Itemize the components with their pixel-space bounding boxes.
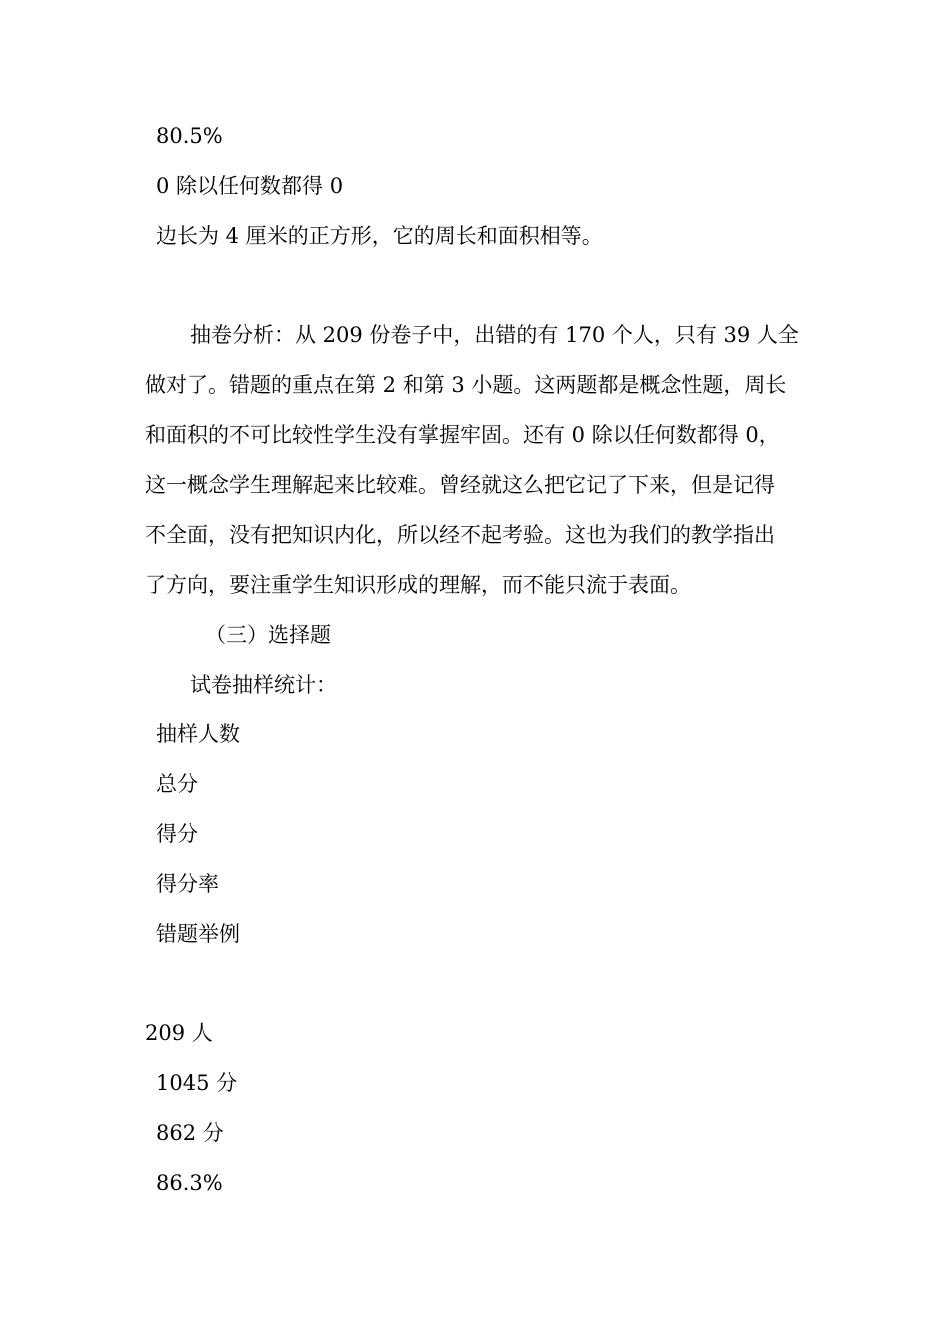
analysis-line: 和面积的不可比较性学生没有掌握牢固。还有 0 除以任何数都得 0， (145, 423, 780, 447)
stat-label-total-score: 总分 (156, 772, 198, 796)
section-heading: （三）选择题 (205, 623, 331, 647)
analysis-line: 做对了。错题的重点在第 2 和第 3 小题。这两题都是概念性题，周长 (145, 373, 787, 397)
stat-value-score-rate: 86.3% (156, 1171, 223, 1195)
stats-title: 试卷抽样统计： (190, 673, 337, 697)
analysis-line: 不全面，没有把知识内化，所以经不起考验。这也为我们的教学指出 (145, 523, 775, 547)
top-item-zero-division: 0 除以任何数都得 0 (156, 174, 344, 198)
analysis-line: 了方向，要注重学生知识形成的理解，而不能只流于表面。 (145, 573, 691, 597)
stat-value-total-score: 1045 分 (156, 1071, 238, 1095)
analysis-line: 抽卷分析：从 209 份卷子中，出错的有 170 个人，只有 39 人全 (190, 323, 799, 347)
stat-label-score: 得分 (156, 822, 198, 846)
top-item-score-rate: 80.5% (156, 124, 223, 148)
stat-label-sample-count: 抽样人数 (156, 722, 240, 746)
analysis-line: 这一概念学生理解起来比较难。曾经就这么把它记了下来，但是记得 (145, 473, 775, 497)
stat-value-sample-count: 209 人 (145, 1021, 213, 1045)
stat-label-error-examples: 错题举例 (156, 922, 240, 946)
stat-value-score: 862 分 (156, 1121, 224, 1145)
stat-label-score-rate: 得分率 (156, 872, 219, 896)
top-item-square-question: 边长为 4 厘米的正方形，它的周长和面积相等。 (156, 224, 603, 248)
